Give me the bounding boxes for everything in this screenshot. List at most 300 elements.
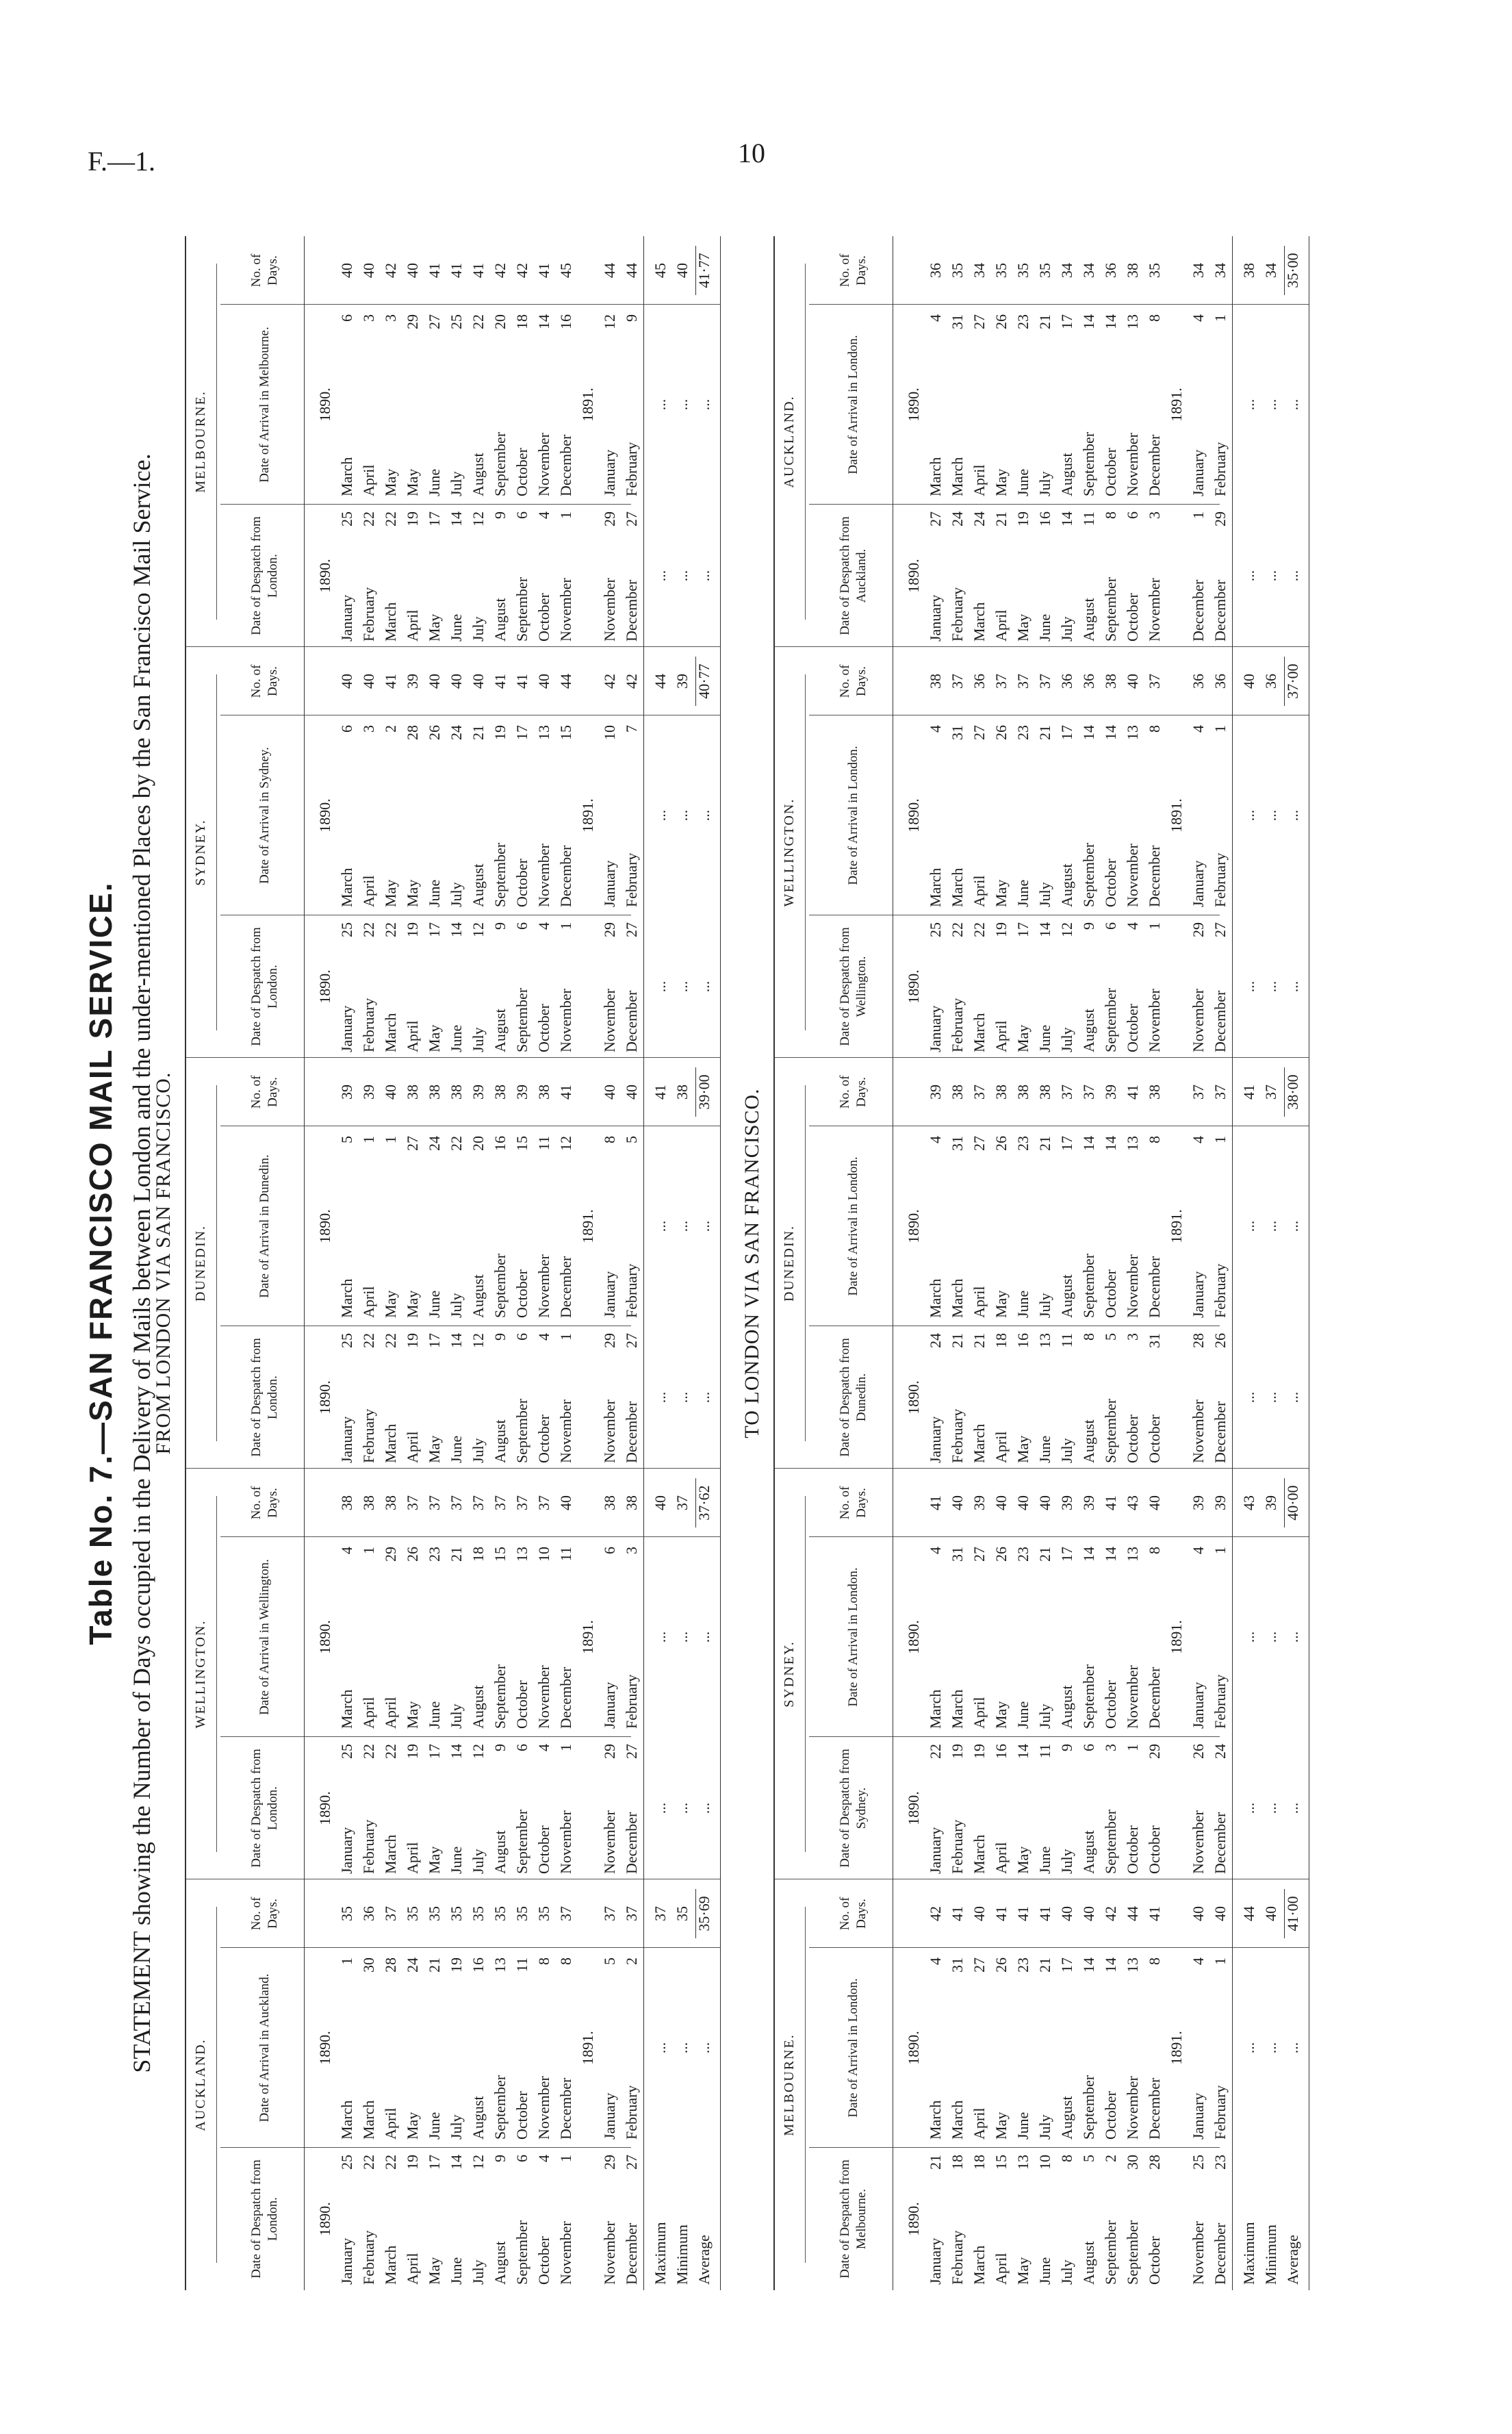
place-divider	[186, 1057, 720, 1058]
arrival-day: 4	[1190, 314, 1207, 322]
despatch-day: 19	[404, 922, 421, 937]
despatch-month: September	[513, 987, 530, 1052]
days-count: 34	[1058, 263, 1075, 278]
stats-dots: ...	[652, 809, 669, 822]
arrival-month: March	[949, 867, 966, 907]
arrival-month: July	[1036, 882, 1053, 907]
stats-label: Minimum	[674, 2224, 691, 2285]
average-rule	[1284, 246, 1285, 295]
stats-value: 40	[1262, 1906, 1279, 1921]
days-count: 38	[1124, 263, 1141, 278]
stats-dots: ...	[1284, 1391, 1301, 1404]
place-underline	[805, 1907, 806, 2263]
despatch-day: 19	[404, 1744, 421, 1759]
days-count: 35	[470, 1906, 487, 1921]
days-count: 40	[360, 263, 377, 278]
days-count: 45	[557, 263, 574, 278]
despatch-month: January	[338, 1005, 355, 1052]
arrival-day: 4	[338, 1547, 355, 1554]
despatch-month: June	[1036, 1024, 1053, 1052]
arrival-month: March	[927, 1689, 944, 1729]
despatch-day: 27	[623, 1333, 640, 1348]
despatch-day: 12	[470, 1744, 487, 1759]
despatch-month: November	[1190, 2221, 1207, 2285]
arrival-day: 25	[448, 314, 465, 329]
despatch-month: August	[1080, 1419, 1097, 1463]
despatch-month: September	[513, 576, 530, 642]
despatch-month: November	[557, 989, 574, 1052]
days-count: 34	[1212, 263, 1229, 278]
arrival-day: 17	[1058, 725, 1075, 740]
arrival-day: 3	[623, 1547, 640, 1554]
column-divider	[809, 1736, 1220, 1737]
arrival-day: 6	[338, 314, 355, 322]
despatch-day: 13	[1014, 2155, 1032, 2170]
place-underline	[805, 264, 806, 620]
rotated-table-page	[82, 236, 1348, 2290]
arrival-day: 8	[1146, 314, 1163, 322]
despatch-month: October	[1146, 1825, 1163, 1874]
stats-value: 35·00	[1284, 253, 1301, 288]
despatch-month: April	[992, 2253, 1010, 2285]
year-label: 1890.	[905, 969, 922, 1004]
days-count: 40	[1124, 674, 1141, 689]
arrival-day: 17	[513, 725, 530, 740]
despatch-day: 14	[448, 922, 465, 937]
stats-value: 45	[652, 263, 669, 278]
stats-dots: ...	[1240, 1220, 1257, 1232]
stats-value: 35·69	[695, 1896, 713, 1931]
column-divider	[809, 2147, 1220, 2148]
page-header-left: F.—1.	[88, 146, 156, 177]
arrival-day: 1	[382, 1136, 399, 1143]
place-underline	[216, 264, 217, 620]
arrival-day: 14	[1102, 725, 1119, 740]
days-count: 40	[1080, 1906, 1097, 1921]
despatch-day: 27	[623, 1744, 640, 1759]
arrival-month: November	[1124, 1254, 1141, 1318]
arrival-month: April	[971, 1286, 988, 1318]
arrival-month: February	[1212, 2085, 1229, 2140]
stats-dots: ...	[674, 1802, 691, 1814]
stats-dots: ...	[695, 1220, 713, 1232]
despatch-month: November	[601, 2221, 618, 2285]
days-count: 37	[992, 674, 1010, 689]
arrival-month: October	[1102, 859, 1119, 907]
stats-dots: ...	[695, 1802, 713, 1814]
despatch-day: 28	[1146, 2155, 1163, 2170]
stats-dots: ...	[674, 2042, 691, 2054]
despatch-day: 19	[404, 2155, 421, 2170]
days-count: 40	[1014, 1495, 1032, 1510]
arrival-day: 26	[992, 314, 1010, 329]
stats-dots: ...	[652, 1802, 669, 1814]
days-count: 40	[949, 1495, 966, 1510]
arrival-month: January	[1190, 1682, 1207, 1729]
arrival-day: 4	[927, 1136, 944, 1143]
despatch-month: January	[338, 1827, 355, 1874]
section-title: FROM LONDON VIA SAN FRANCISCO.	[152, 1072, 175, 1455]
arrival-day: 27	[426, 314, 443, 329]
days-count: 44	[601, 263, 618, 278]
despatch-month: December	[1212, 1401, 1229, 1463]
arrival-month: January	[601, 860, 618, 907]
year-label: 1890.	[905, 1791, 922, 1825]
days-count: 35	[535, 1906, 552, 1921]
arrival-day: 5	[338, 1136, 355, 1143]
despatch-month: March	[382, 1423, 399, 1463]
despatch-day: 1	[557, 922, 574, 930]
arrival-day: 26	[404, 1547, 421, 1562]
despatch-day: 25	[1190, 2155, 1207, 2170]
days-count: 36	[360, 1906, 377, 1921]
stats-value: 40·77	[695, 663, 713, 699]
days-count: 40	[404, 263, 421, 278]
arrival-day: 11	[535, 1136, 552, 1151]
column-divider	[220, 304, 720, 305]
despatch-day: 29	[601, 1333, 618, 1348]
year-label: 1890.	[905, 798, 922, 833]
days-count: 42	[513, 263, 530, 278]
days-count: 38	[1036, 1085, 1053, 1100]
arrival-day: 16	[470, 1957, 487, 1973]
arrival-day: 29	[404, 314, 421, 329]
despatch-day: 9	[1058, 1744, 1075, 1751]
days-count: 37	[949, 674, 966, 689]
despatch-day: 5	[1080, 2155, 1097, 2162]
arrival-day: 21	[1036, 1957, 1053, 1973]
year-label: 1890.	[905, 1209, 922, 1243]
despatch-month: November	[601, 578, 618, 642]
despatch-day: 8	[1102, 511, 1119, 519]
arrival-day: 1	[1212, 1957, 1229, 1965]
arrival-month: June	[426, 1290, 443, 1318]
despatch-month: November	[601, 1810, 618, 1874]
column-header: No. of Days.	[249, 253, 280, 288]
despatch-day: 1	[1146, 922, 1163, 930]
despatch-month: September	[1102, 1809, 1119, 1874]
despatch-day: 18	[949, 2155, 966, 2170]
column-header: Date of Arrival in London.	[846, 335, 860, 474]
despatch-month: March	[382, 1834, 399, 1874]
arrival-month: October	[1102, 1680, 1119, 1729]
despatch-month: August	[1080, 2241, 1097, 2285]
column-header: No. of Days.	[249, 1897, 280, 1931]
despatch-day: 6	[1080, 1744, 1097, 1751]
despatch-month: March	[382, 1013, 399, 1052]
despatch-month: May	[426, 1435, 443, 1463]
despatch-month: July	[470, 1849, 487, 1874]
despatch-month: January	[927, 1827, 944, 1874]
despatch-month: July	[1058, 2259, 1075, 2285]
stats-label: Minimum	[1262, 2224, 1279, 2285]
arrival-day: 1	[1212, 725, 1229, 733]
days-count: 40	[1058, 1906, 1075, 1921]
arrival-day: 4	[927, 1547, 944, 1554]
arrival-day: 1	[1212, 1547, 1229, 1554]
arrival-day: 14	[1080, 1136, 1097, 1151]
despatch-month: February	[360, 998, 377, 1052]
column-header: Date of Despatch from Auckland.	[838, 516, 869, 635]
stats-dots: ...	[1240, 2042, 1257, 2054]
arrival-day: 27	[971, 1547, 988, 1562]
despatch-month: August	[491, 1419, 509, 1463]
arrival-month: April	[971, 2107, 988, 2140]
arrival-month: December	[1146, 845, 1163, 907]
arrival-day: 14	[1102, 1136, 1119, 1151]
arrival-day: 31	[949, 1547, 966, 1562]
days-count: 42	[491, 263, 509, 278]
arrival-day: 16	[557, 314, 574, 329]
despatch-day: 14	[448, 1333, 465, 1348]
arrival-day: 13	[491, 1957, 509, 1973]
stats-value: 44	[652, 674, 669, 689]
year-label: 1891.	[1168, 2031, 1185, 2065]
days-count: 37	[491, 1495, 509, 1510]
despatch-day: 22	[360, 1744, 377, 1759]
despatch-month: December	[623, 579, 640, 642]
arrival-month: March	[927, 867, 944, 907]
arrival-day: 4	[1190, 725, 1207, 733]
arrival-day: 1	[1212, 314, 1229, 322]
arrival-month: September	[491, 842, 509, 907]
stats-dots: ...	[674, 570, 691, 582]
year-label: 1890.	[905, 2031, 922, 2065]
arrival-month: May	[992, 879, 1010, 907]
days-count: 35	[448, 1906, 465, 1921]
despatch-month: August	[491, 2241, 509, 2285]
despatch-month: April	[404, 2253, 421, 2285]
arrival-day: 21	[426, 1957, 443, 1973]
despatch-day: 19	[949, 1744, 966, 1759]
stats-value: 37·62	[695, 1485, 713, 1521]
days-count: 41	[992, 1906, 1010, 1921]
stats-value: 40	[1240, 674, 1257, 689]
days-count: 40	[1212, 1906, 1229, 1921]
arrival-day: 26	[992, 1136, 1010, 1151]
days-count: 41	[448, 263, 465, 278]
arrival-month: May	[382, 879, 399, 907]
despatch-day: 12	[470, 922, 487, 937]
days-count: 37	[623, 1906, 640, 1921]
days-count: 41	[1146, 1906, 1163, 1921]
days-count: 36	[971, 674, 988, 689]
arrival-month: March	[927, 457, 944, 496]
days-count: 41	[949, 1906, 966, 1921]
despatch-day: 19	[1014, 511, 1032, 527]
days-count: 36	[1190, 674, 1207, 689]
days-count: 34	[971, 263, 988, 278]
arrival-day: 23	[1014, 1547, 1032, 1562]
despatch-day: 4	[535, 2155, 552, 2162]
average-rule	[695, 1478, 696, 1527]
days-count: 38	[404, 1085, 421, 1100]
despatch-day: 27	[623, 511, 640, 527]
despatch-day: 23	[1212, 2155, 1229, 2170]
bottom-rule	[720, 236, 721, 2290]
arrival-month: October	[1102, 2091, 1119, 2140]
despatch-month: February	[949, 1408, 966, 1463]
days-count: 36	[927, 263, 944, 278]
place-name: AUCKLAND.	[782, 395, 797, 488]
days-count: 40	[338, 674, 355, 689]
arrival-day: 14	[1080, 1547, 1097, 1562]
stats-dots: ...	[1240, 1802, 1257, 1814]
arrival-month: November	[535, 433, 552, 496]
stats-dots: ...	[695, 1631, 713, 1643]
arrival-day: 2	[382, 725, 399, 733]
despatch-month: September	[1124, 2220, 1141, 2285]
despatch-month: June	[448, 613, 465, 642]
stats-dots: ...	[1262, 2042, 1279, 2054]
arrival-day: 14	[1102, 1547, 1119, 1562]
arrival-month: August	[1058, 1274, 1075, 1318]
despatch-day: 25	[338, 922, 355, 937]
despatch-day: 1	[557, 511, 574, 519]
despatch-day: 4	[535, 1744, 552, 1751]
despatch-month: August	[1080, 598, 1097, 642]
despatch-day: 16	[1014, 1333, 1032, 1348]
average-rule	[695, 246, 696, 295]
despatch-day: 4	[1124, 922, 1141, 930]
arrival-month: October	[513, 1680, 530, 1729]
place-underline	[805, 1085, 806, 1441]
stats-dots: ...	[1262, 1220, 1279, 1232]
despatch-day: 3	[1146, 511, 1163, 519]
despatch-day: 2	[1102, 2155, 1119, 2162]
stats-dots: ...	[1262, 809, 1279, 822]
despatch-month: March	[382, 602, 399, 642]
despatch-month: April	[404, 1431, 421, 1463]
despatch-day: 22	[971, 922, 988, 937]
column-header: No. of Days.	[838, 664, 869, 698]
stats-value: 40	[652, 1495, 669, 1510]
despatch-month: January	[927, 594, 944, 642]
arrival-month: March	[338, 867, 355, 907]
despatch-month: April	[404, 609, 421, 642]
year-label: 1891.	[579, 1620, 596, 1654]
despatch-day: 22	[382, 922, 399, 937]
arrival-month: November	[535, 1665, 552, 1729]
days-count: 39	[360, 1085, 377, 1100]
arrival-day: 1	[360, 1547, 377, 1554]
arrival-month: October	[513, 448, 530, 496]
despatch-month: March	[382, 2245, 399, 2285]
column-header: Date of Despatch from London.	[249, 1338, 280, 1457]
year-label: 1891.	[1168, 798, 1185, 833]
arrival-month: April	[971, 464, 988, 496]
stats-value: 41	[652, 1085, 669, 1100]
column-divider	[809, 1947, 1309, 1948]
arrival-day: 18	[470, 1547, 487, 1562]
days-count: 37	[426, 1495, 443, 1510]
arrival-month: April	[360, 1286, 377, 1318]
arrival-day: 14	[1080, 1957, 1097, 1973]
despatch-day: 19	[404, 511, 421, 527]
despatch-day: 1	[557, 2155, 574, 2162]
stats-dots: ...	[674, 1631, 691, 1643]
stats-rule	[1232, 236, 1233, 2290]
days-count: 40	[448, 674, 465, 689]
despatch-day: 25	[927, 922, 944, 937]
despatch-day: 14	[1014, 1744, 1032, 1759]
arrival-day: 14	[535, 314, 552, 329]
days-count: 39	[1102, 1085, 1119, 1100]
year-label: 1890.	[905, 1620, 922, 1654]
arrival-month: March	[927, 2100, 944, 2140]
despatch-month: February	[360, 1408, 377, 1463]
despatch-month: December	[1212, 2222, 1229, 2285]
stats-value: 38	[674, 1085, 691, 1100]
arrival-month: June	[1014, 2112, 1032, 2140]
days-count: 37	[557, 1906, 574, 1921]
arrival-month: May	[382, 1290, 399, 1318]
arrival-day: 14	[1102, 314, 1119, 329]
days-count: 36	[1102, 263, 1119, 278]
place-name: SYDNEY.	[782, 1640, 797, 1708]
stats-dots: ...	[652, 570, 669, 582]
arrival-month: May	[992, 468, 1010, 496]
arrival-month: February	[623, 1674, 640, 1729]
stats-dots: ...	[1262, 570, 1279, 582]
arrival-day: 16	[491, 1136, 509, 1151]
despatch-month: January	[927, 1416, 944, 1463]
stats-label: Average	[695, 2235, 713, 2285]
despatch-month: July	[470, 1438, 487, 1463]
days-count: 36	[1058, 674, 1075, 689]
arrival-month: September	[1080, 2075, 1097, 2140]
days-count: 38	[426, 1085, 443, 1100]
despatch-month: October	[535, 2236, 552, 2285]
stats-dots: ...	[695, 398, 713, 411]
arrival-month: October	[513, 859, 530, 907]
despatch-month: February	[949, 587, 966, 642]
despatch-month: February	[360, 1819, 377, 1874]
despatch-month: June	[448, 1846, 465, 1874]
despatch-month: January	[338, 1416, 355, 1463]
arrival-month: August	[470, 863, 487, 907]
arrival-month: July	[1036, 1293, 1053, 1318]
despatch-day: 28	[1190, 1333, 1207, 1348]
stats-dots: ...	[695, 570, 713, 582]
year-label: 1891.	[579, 1209, 596, 1243]
despatch-day: 1	[557, 1333, 574, 1341]
days-count: 44	[1124, 1906, 1141, 1921]
despatch-month: April	[992, 1020, 1010, 1052]
arrival-day: 13	[1124, 1957, 1141, 1973]
arrival-month: November	[1124, 844, 1141, 907]
stats-value: 36	[1262, 674, 1279, 689]
days-count: 37	[1058, 1085, 1075, 1100]
days-count: 39	[1212, 1495, 1229, 1510]
arrival-month: June	[1014, 1701, 1032, 1729]
days-count: 35	[513, 1906, 530, 1921]
arrival-month: April	[382, 1697, 399, 1729]
place-name: WELLINGTON.	[782, 798, 797, 907]
arrival-month: November	[535, 844, 552, 907]
despatch-day: 22	[382, 1333, 399, 1348]
arrival-day: 15	[557, 725, 574, 740]
days-count: 41	[557, 1085, 574, 1100]
column-divider	[220, 2147, 631, 2148]
days-count: 40	[992, 1495, 1010, 1510]
place-name: DUNEDIN.	[193, 1224, 208, 1302]
arrival-day: 26	[426, 725, 443, 740]
despatch-month: May	[1014, 2257, 1032, 2285]
stats-value: 35	[674, 1906, 691, 1921]
stats-value: 39	[1262, 1495, 1279, 1510]
despatch-day: 8	[1058, 2155, 1075, 2162]
